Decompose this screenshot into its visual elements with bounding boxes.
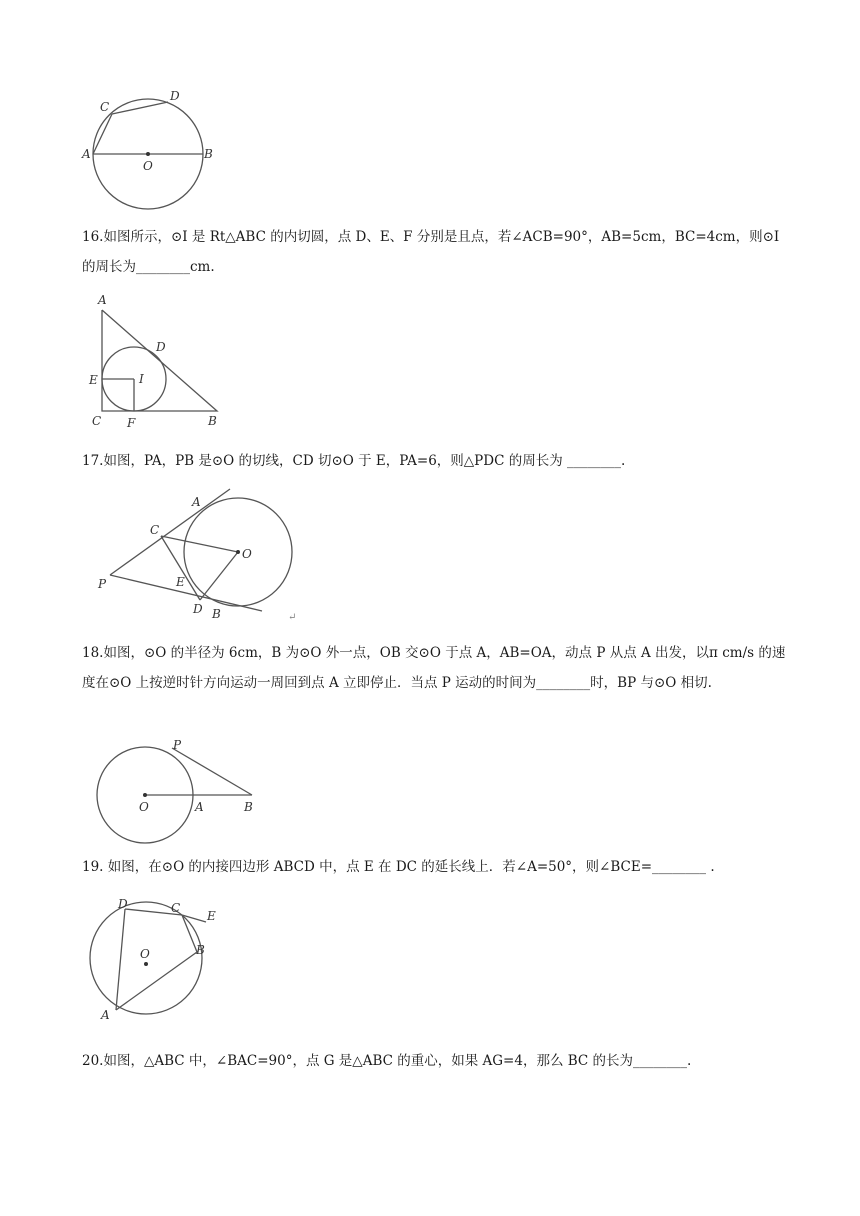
- question-20: 20.如图，△ABC 中，∠BAC=90°，点 G 是△ABC 的重心，如果 AG=4，那么 BC 的长为________.: [82, 1053, 692, 1069]
- figure-18-moving-point-tangent: [92, 734, 268, 848]
- label-e: E: [207, 909, 216, 923]
- label-f: F: [127, 416, 136, 430]
- label-a: A: [82, 147, 91, 161]
- label-b: B: [208, 414, 217, 428]
- label-i: I: [139, 372, 144, 386]
- question-18: 18.如图，⊙O 的半径为 6cm，B 为⊙O 外一点，OB 交⊙O 于点 A，AB=OA，动点 P 从点 A 出发，以π cm/s 的速度在⊙O 上按逆时针方向运动一周回到点 A 立即停止．当点 P 运动的时间为________时，BP 与⊙O 相切.: [82, 645, 786, 691]
- label-c: C: [92, 414, 102, 428]
- label-a: A: [101, 1008, 110, 1022]
- label-d: D: [118, 897, 128, 911]
- figure-16-incircle-triangle: [84, 292, 234, 432]
- label-b: B: [212, 607, 221, 621]
- label-c: C: [100, 100, 110, 114]
- label-d: D: [170, 89, 180, 103]
- question-19: 19. 如图，在⊙O 的内接四边形 ABCD 中，点 E 在 DC 的延长线上．若∠A=50°，则∠BCE=________ .: [82, 859, 715, 875]
- figure-19-cyclic-quadrilateral: [84, 896, 234, 1024]
- label-c: C: [150, 523, 160, 537]
- label-o: O: [242, 547, 252, 561]
- label-o: O: [139, 800, 149, 814]
- label-c: C: [171, 901, 181, 915]
- question-17: 17.如图，PA，PB 是⊙O 的切线，CD 切⊙O 于 E，PA=6，则△PDC 的周长为 ________.: [82, 453, 626, 469]
- figure-17-tangent-lines: [94, 486, 314, 622]
- label-e: E: [176, 575, 185, 589]
- label-b: B: [204, 147, 213, 161]
- label-o: O: [140, 947, 150, 961]
- label-d: D: [156, 340, 166, 354]
- label-b: B: [196, 943, 205, 957]
- label-d: D: [193, 602, 203, 616]
- figure-15-circle-diameter: [80, 86, 230, 216]
- label-b: B: [244, 800, 253, 814]
- label-a: A: [192, 495, 201, 509]
- return-mark: ↵: [288, 612, 297, 623]
- label-p: P: [98, 577, 107, 591]
- label-a: A: [98, 293, 107, 307]
- label-p: P: [173, 738, 182, 752]
- label-e: E: [89, 373, 98, 387]
- label-a: A: [195, 800, 204, 814]
- question-16: 16.如图所示，⊙I 是 Rt△ABC 的内切圆，点 D、E、F 分别是且点，若∠ACB=90°，AB=5cm，BC=4cm，则⊙I 的周长为________cm.: [82, 229, 780, 275]
- label-o: O: [143, 159, 153, 173]
